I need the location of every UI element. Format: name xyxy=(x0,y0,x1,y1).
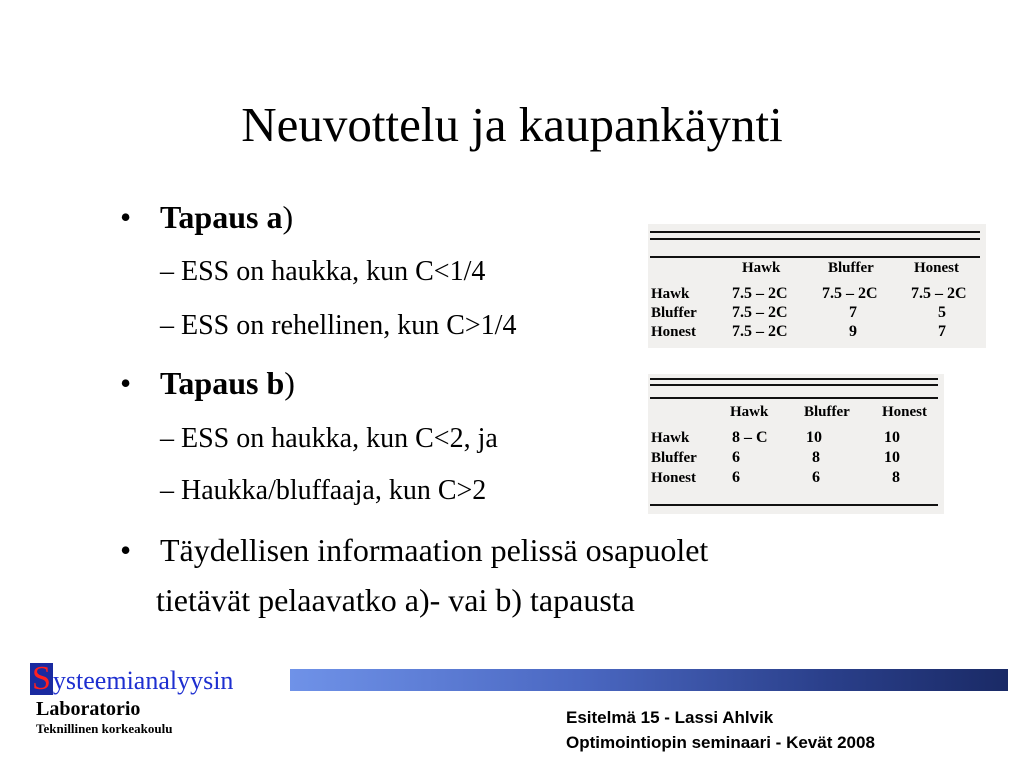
table-cell: 6 xyxy=(732,469,740,486)
lab-name: Laboratorio xyxy=(36,698,141,720)
footer-seminar: Optimointiopin seminaari - Kevät 2008 xyxy=(566,733,875,752)
table-cell: 6 xyxy=(812,469,820,486)
bullet-text-line-2: tietävät pelaavatko a)- vai b) tapausta xyxy=(156,582,635,618)
payoff-table-b xyxy=(648,374,944,514)
row-label: Bluffer xyxy=(651,305,697,321)
table-cell: 10 xyxy=(806,429,822,446)
school-name: Teknillinen korkeakoulu xyxy=(36,721,173,736)
bullet-marker: • xyxy=(120,365,132,401)
table-rule xyxy=(650,504,938,506)
row-label: Honest xyxy=(651,470,696,486)
sub-bullet: – ESS on rehellinen, kun C>1/4 xyxy=(160,310,517,341)
bullet-text-line-1: Täydellisen informaation pelissä osapuolet xyxy=(160,532,709,568)
bullet-case-b xyxy=(120,364,295,402)
col-header: Honest xyxy=(914,260,959,276)
bullet-full-information xyxy=(120,531,709,569)
table-cell: 7.5 – 2C xyxy=(732,285,788,302)
logo-initial: S xyxy=(32,660,51,697)
table-rule xyxy=(650,378,938,380)
col-header: Hawk xyxy=(742,260,781,276)
bullet-case-a xyxy=(120,198,294,236)
bullet-text: ) xyxy=(282,199,294,235)
col-header: Bluffer xyxy=(828,260,874,276)
table-cell: 6 xyxy=(732,449,740,466)
row-label: Hawk xyxy=(651,286,690,302)
row-label: Bluffer xyxy=(651,450,697,466)
bullet-bold-text: Tapaus a xyxy=(160,199,283,235)
table-cell: 7.5 – 2C xyxy=(911,285,967,302)
bullet-bold-text: Tapaus b xyxy=(160,365,285,401)
logo xyxy=(30,660,234,697)
col-header: Hawk xyxy=(730,404,769,420)
table-cell: 7 xyxy=(849,304,857,321)
bullet-marker: • xyxy=(120,532,132,568)
table-rule xyxy=(650,238,980,240)
table-cell: 8 xyxy=(812,449,820,466)
table-cell: 8 – C xyxy=(732,429,768,446)
table-cell: 7 xyxy=(938,323,946,340)
payoff-table-a xyxy=(648,224,986,348)
table-rule xyxy=(650,231,980,233)
table-rule xyxy=(650,397,938,399)
table-cell: 5 xyxy=(938,304,946,321)
slide-title: Neuvottelu ja kaupankäynti xyxy=(241,97,783,152)
table-cell: 7.5 – 2C xyxy=(732,323,788,340)
table-cell: 9 xyxy=(849,323,857,340)
col-header: Bluffer xyxy=(804,404,850,420)
col-header: Honest xyxy=(882,404,927,420)
table-rule xyxy=(650,256,980,258)
table-cell: 10 xyxy=(884,449,900,466)
table-cell: 7.5 – 2C xyxy=(822,285,878,302)
table-cell: 7.5 – 2C xyxy=(732,304,788,321)
table-rule xyxy=(650,384,938,386)
bullet-marker: • xyxy=(120,199,132,235)
table-cell: 8 xyxy=(892,469,900,486)
row-label: Honest xyxy=(651,324,696,340)
table-cell: 10 xyxy=(884,429,900,446)
logo-text: ysteemianalyysin xyxy=(52,666,234,695)
footer-gradient-band xyxy=(290,669,1008,691)
footer-presenter: Esitelmä 15 - Lassi Ahlvik xyxy=(566,708,774,727)
bullet-text: ) xyxy=(284,365,295,401)
row-label: Hawk xyxy=(651,430,690,446)
sub-bullet: – ESS on haukka, kun C<1/4 xyxy=(160,256,486,287)
sub-bullet: – ESS on haukka, kun C<2, ja xyxy=(160,423,498,454)
sub-bullet: – Haukka/bluffaaja, kun C>2 xyxy=(160,475,487,506)
